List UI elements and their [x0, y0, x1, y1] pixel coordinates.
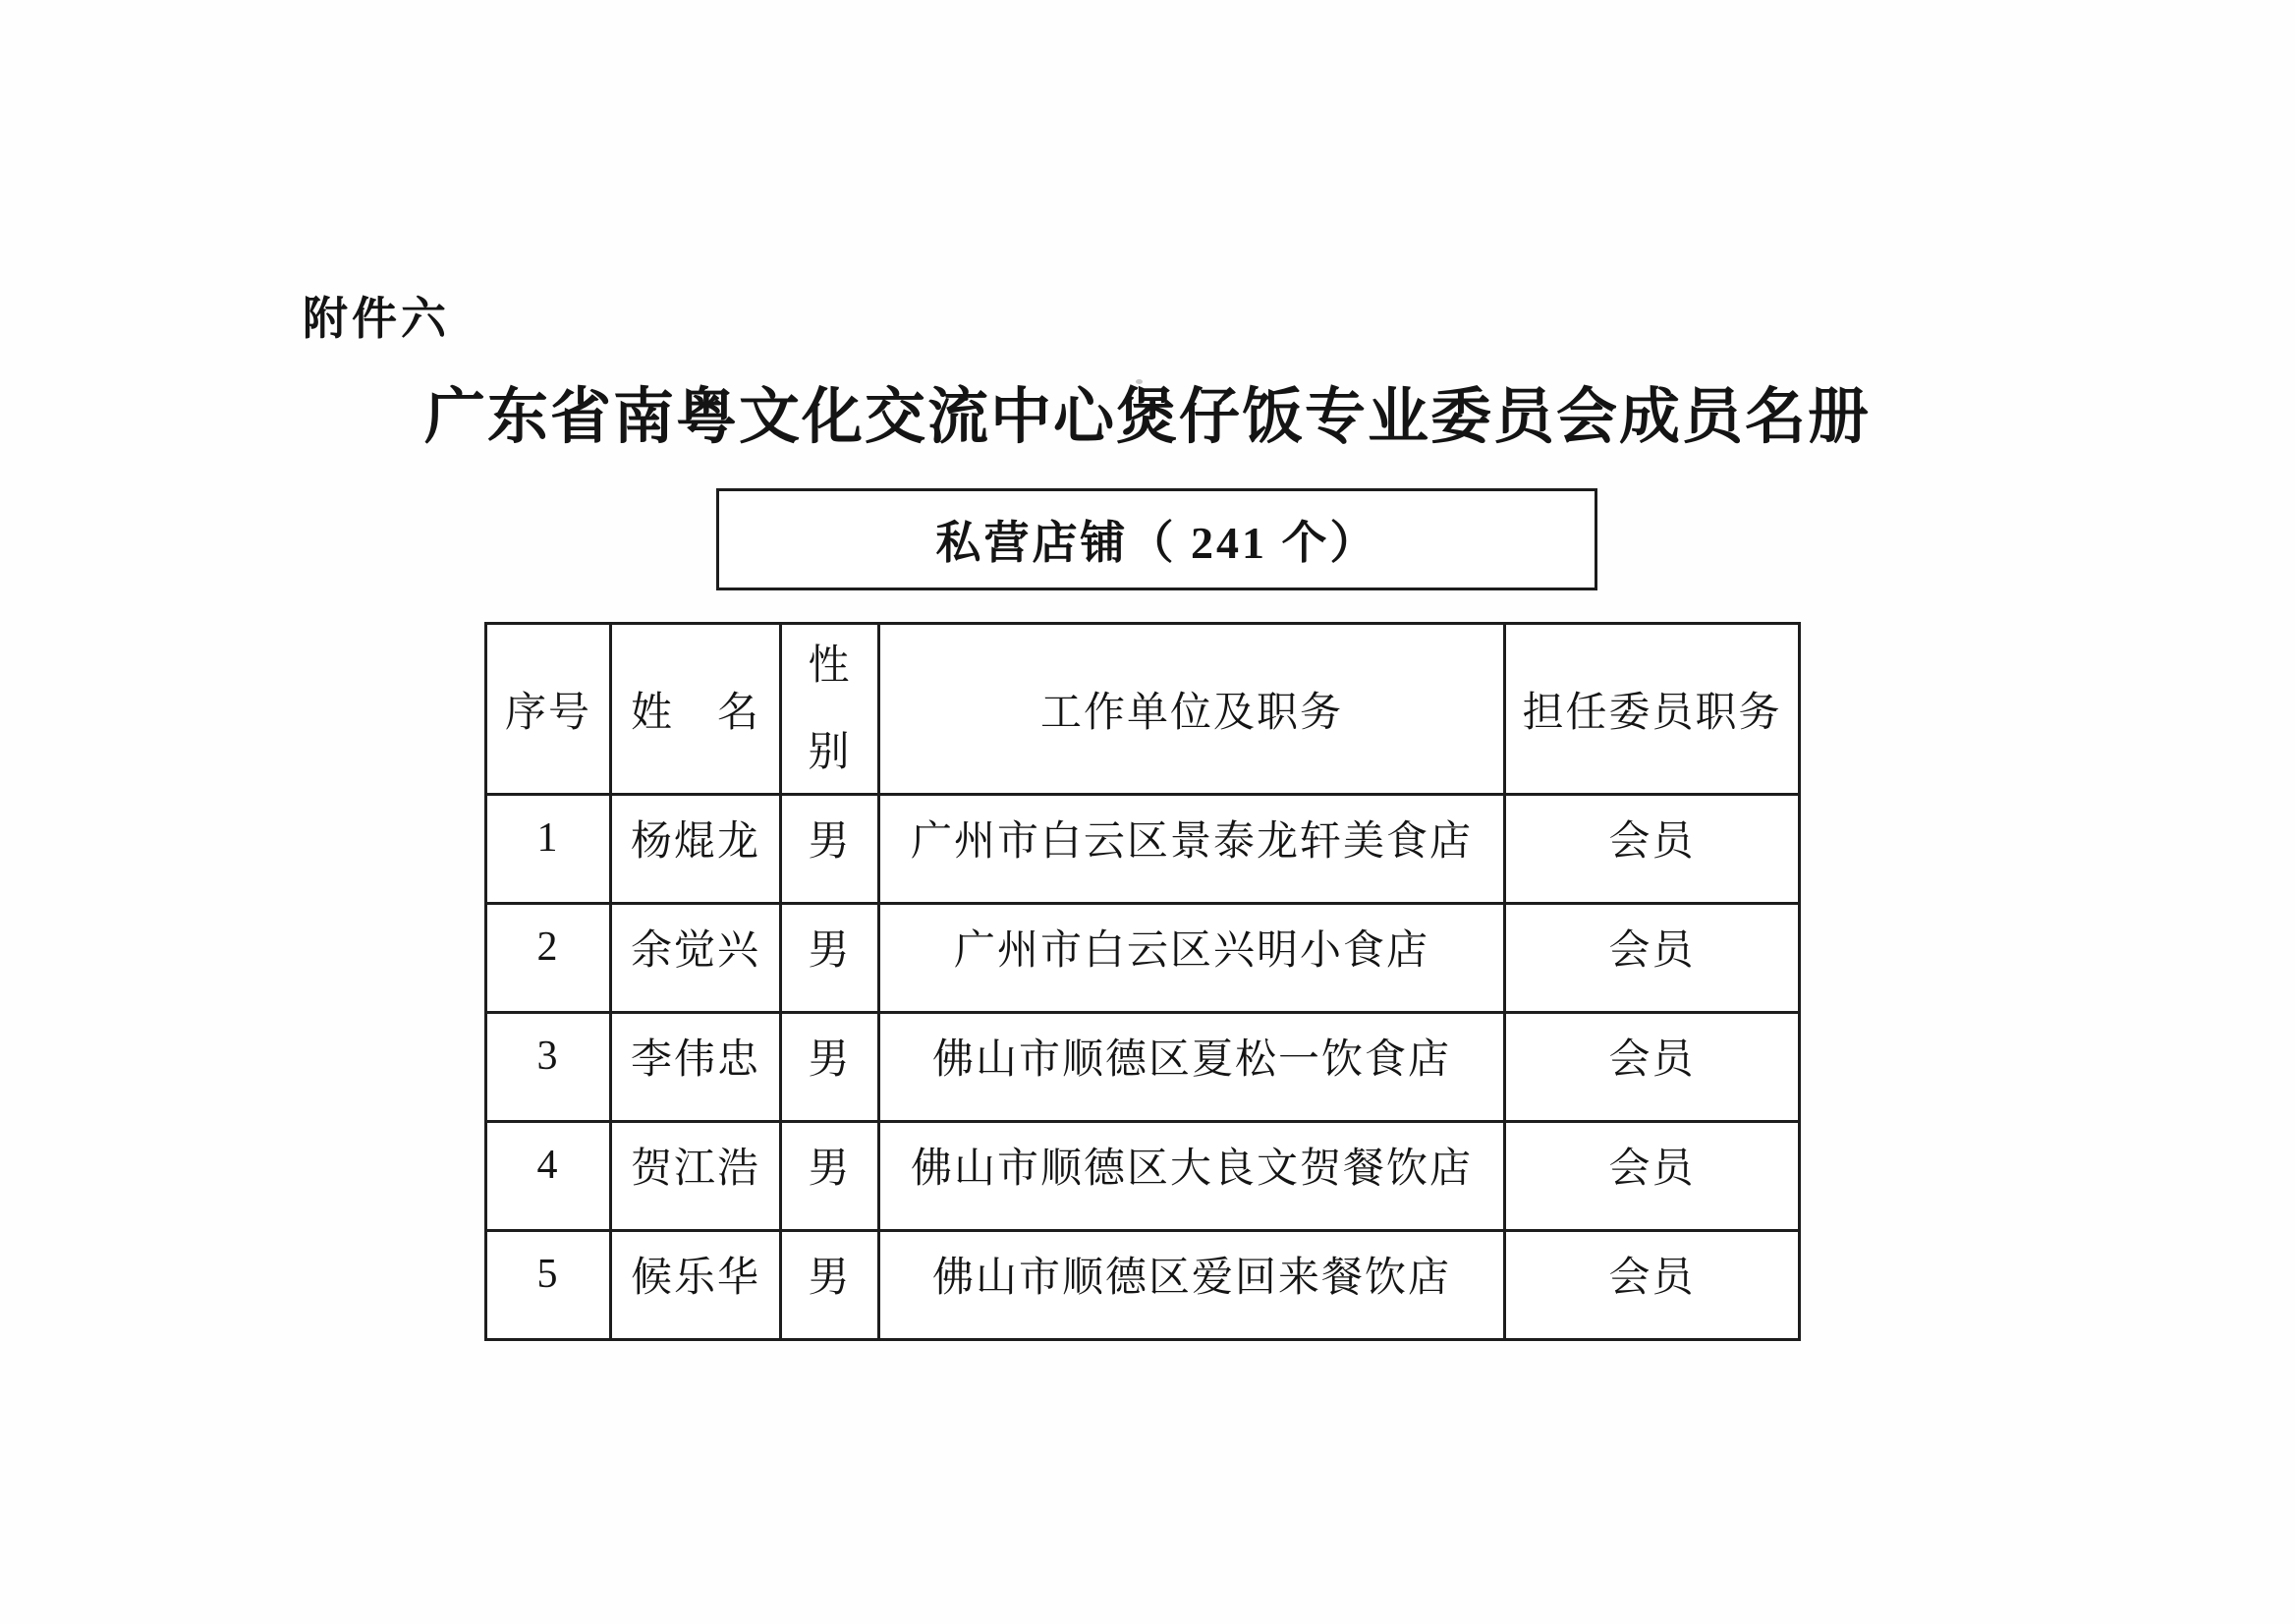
- subtitle-box-label: 私营店铺（ 241 个）: [935, 518, 1378, 568]
- cell-name: 杨焜龙: [611, 795, 781, 904]
- page-title: 广东省南粤文化交流中心煲仔饭专业委员会成员名册: [423, 384, 1871, 451]
- cell-name: 候乐华: [611, 1231, 781, 1340]
- header-workplace: 工作单位及职务: [879, 624, 1505, 795]
- cell-workplace: 广州市白云区兴明小食店: [879, 904, 1505, 1013]
- cell-workplace: 广州市白云区景泰龙轩美食店: [879, 795, 1505, 904]
- cell-gender: 男: [781, 795, 879, 904]
- header-gender-bottom: 别: [808, 729, 852, 775]
- cell-gender: 男: [781, 1122, 879, 1231]
- cell-position: 会员: [1505, 795, 1800, 904]
- cell-name: 余觉兴: [611, 904, 781, 1013]
- header-gender: [781, 624, 879, 795]
- cell-gender: 男: [781, 1231, 879, 1340]
- attachment-label: 附件六: [303, 294, 450, 344]
- cell-index: 5: [486, 1231, 611, 1340]
- cell-workplace: 佛山市顺德区爱回来餐饮店: [879, 1231, 1505, 1340]
- cell-workplace: 佛山市顺德区大良文贺餐饮店: [879, 1122, 1505, 1231]
- cell-index: 2: [486, 904, 611, 1013]
- header-gender-top: 性: [808, 643, 852, 689]
- table-row: [486, 1231, 1800, 1340]
- scan-speckle: [1136, 379, 1143, 384]
- header-name: 姓 名: [611, 624, 781, 795]
- subtitle-box: [716, 488, 1597, 590]
- cell-position: 会员: [1505, 1013, 1800, 1122]
- cell-index: 4: [486, 1122, 611, 1231]
- table-row: [486, 795, 1800, 904]
- table-row: [486, 904, 1800, 1013]
- table-header-row: [486, 624, 1800, 795]
- cell-index: 3: [486, 1013, 611, 1122]
- cell-position: 会员: [1505, 1122, 1800, 1231]
- member-roster-table: [484, 622, 1801, 1341]
- table-row: [486, 1122, 1800, 1231]
- header-position: 担任委员职务: [1505, 624, 1800, 795]
- cell-index: 1: [486, 795, 611, 904]
- cell-position: 会员: [1505, 1231, 1800, 1340]
- table-row: [486, 1013, 1800, 1122]
- cell-workplace: 佛山市顺德区夏松一饮食店: [879, 1013, 1505, 1122]
- cell-gender: 男: [781, 904, 879, 1013]
- cell-position: 会员: [1505, 904, 1800, 1013]
- cell-name: 李伟忠: [611, 1013, 781, 1122]
- header-index: 序号: [486, 624, 611, 795]
- cell-name: 贺江浩: [611, 1122, 781, 1231]
- cell-gender: 男: [781, 1013, 879, 1122]
